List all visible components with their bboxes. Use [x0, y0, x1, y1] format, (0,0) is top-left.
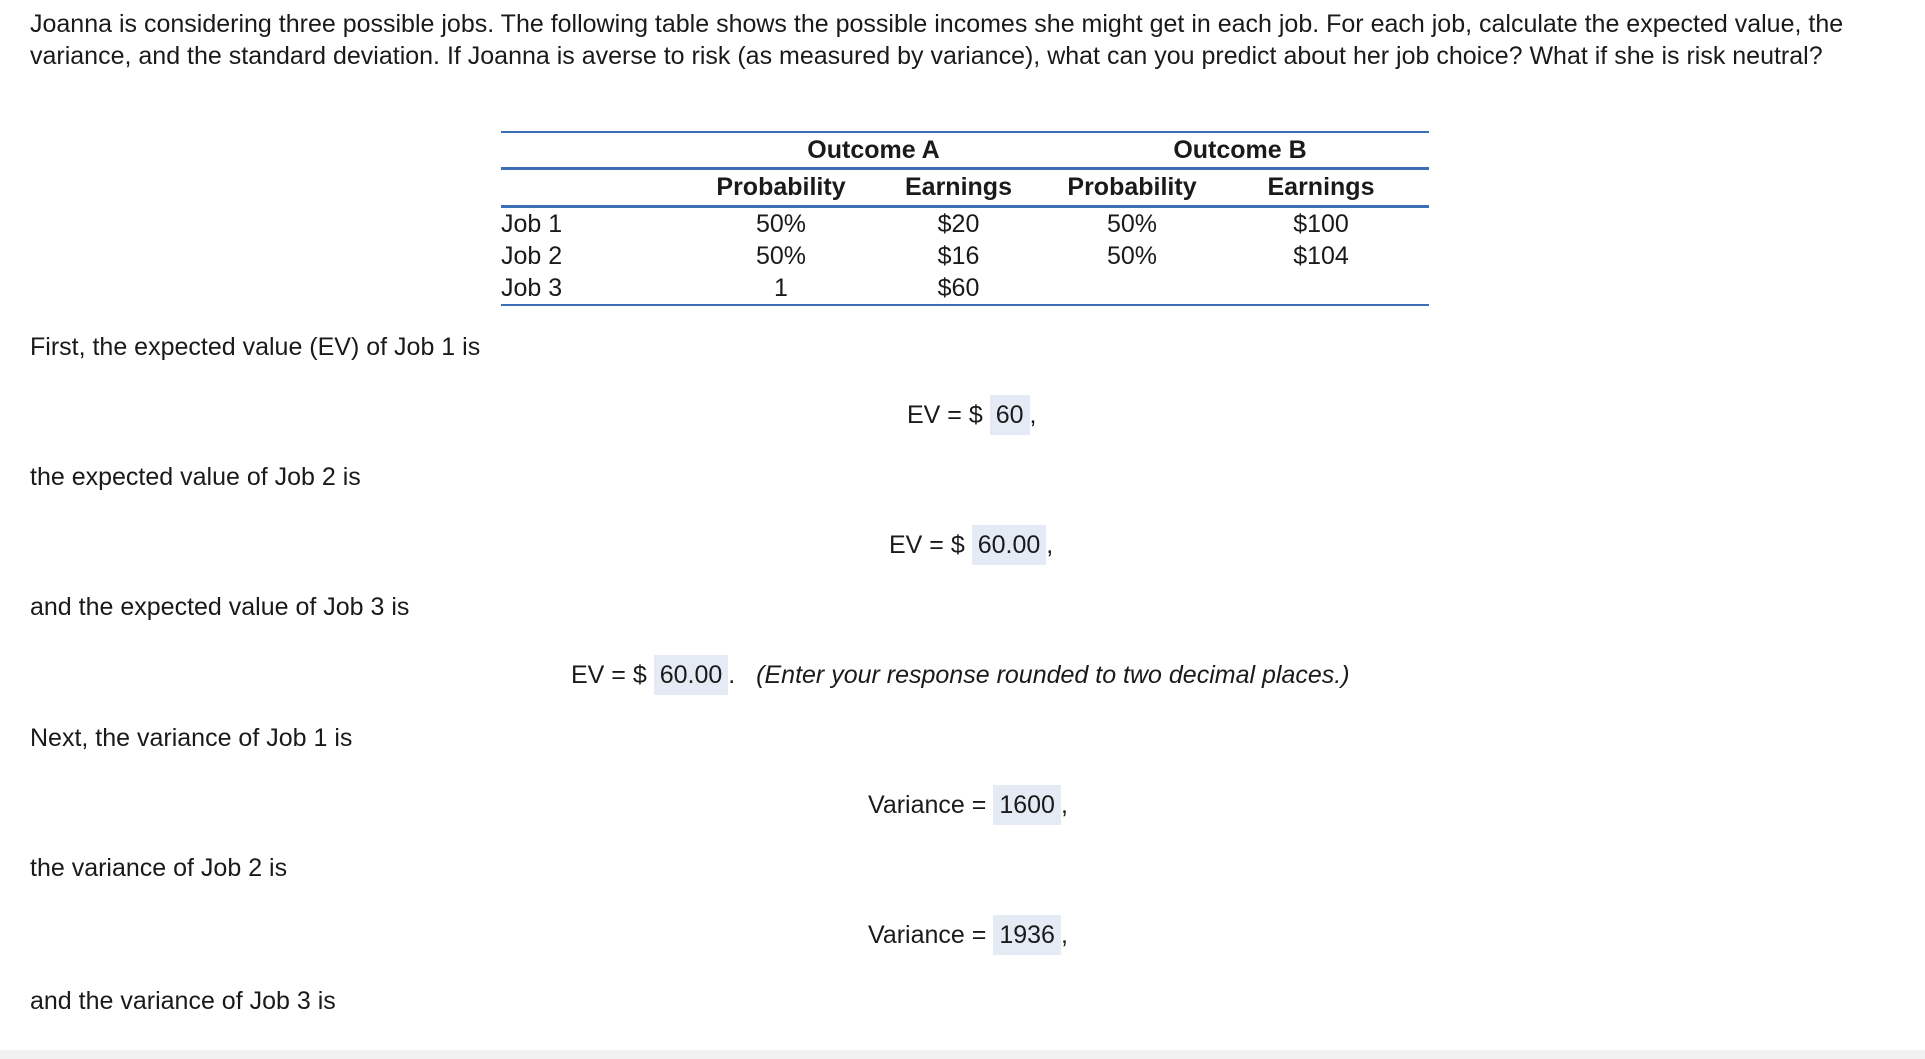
table-subheader-probability-a: Probability: [696, 169, 866, 207]
ev-job3-line: [571, 655, 1350, 695]
table-row: [501, 240, 1429, 272]
prob-a-cell: 50%: [755, 241, 807, 270]
ev-job3-label: and the expected value of Job 3 is: [30, 593, 410, 621]
prob-b-cell: 50%: [1106, 209, 1158, 238]
var-job2-input[interactable]: 1936: [993, 915, 1061, 955]
table-row: [501, 207, 1429, 241]
var-job1-prefix: Variance =: [868, 791, 987, 819]
ev-job3-suffix: .: [728, 661, 736, 689]
ev-job3-prefix: EV = $: [571, 661, 647, 689]
earn-b-cell: $104: [1293, 241, 1349, 270]
footer-bar: [0, 1050, 1925, 1059]
table-header-outcome-b: Outcome B: [1051, 132, 1429, 169]
job-cell: Job 1: [501, 209, 563, 238]
ev-job1-input[interactable]: 60: [990, 395, 1030, 435]
ev-job1-line: [907, 395, 1036, 435]
table-subheader-earnings-a: Earnings: [866, 169, 1051, 207]
earn-b-cell: [1213, 272, 1429, 305]
var-job1-label: Next, the variance of Job 1 is: [30, 724, 353, 752]
ev-job2-line: [889, 525, 1053, 565]
var-job2-line: [868, 915, 1068, 955]
job-cell: Job 3: [501, 272, 696, 305]
prob-a-cell: 1: [696, 272, 866, 305]
ev-job2-label: the expected value of Job 2 is: [30, 463, 361, 491]
earn-a-cell: $60: [866, 272, 1051, 305]
ev-job1-suffix: ,: [1029, 401, 1037, 429]
table-subheader-earnings-b: Earnings: [1213, 169, 1429, 207]
ev-job2-input[interactable]: 60.00: [972, 525, 1047, 565]
table-subheader-blank: [501, 169, 696, 207]
ev-job2-prefix: EV = $: [889, 531, 965, 559]
earn-a-cell: $20: [937, 209, 980, 238]
ev-job1-prefix: EV = $: [907, 401, 983, 429]
ev-job1-label: First, the expected value (EV) of Job 1 is: [30, 333, 481, 361]
earn-a-cell: $16: [937, 241, 980, 270]
var-job2-label: the variance of Job 2 is: [30, 854, 288, 882]
job-cell: Job 2: [501, 241, 563, 270]
table-row: [501, 272, 1429, 305]
prob-b-cell: 50%: [1106, 241, 1158, 270]
table-subheader-probability-b: Probability: [1051, 169, 1213, 207]
var-job2-prefix: Variance =: [868, 921, 987, 949]
prob-a-cell: 50%: [755, 209, 807, 238]
var-job1-line: [868, 785, 1068, 825]
income-table: [501, 131, 1429, 306]
var-job1-input[interactable]: 1600: [993, 785, 1061, 825]
var-job2-suffix: ,: [1060, 921, 1068, 949]
prob-b-cell: [1051, 272, 1213, 305]
table-header-blank: [501, 132, 696, 169]
rounding-hint: (Enter your response rounded to two decimal places.): [756, 661, 1350, 689]
table-header-outcome-a: Outcome A: [696, 132, 1051, 169]
var-job1-suffix: ,: [1060, 791, 1068, 819]
ev-job3-input[interactable]: 60.00: [654, 655, 729, 695]
ev-job2-suffix: ,: [1046, 531, 1054, 559]
question-text: Joanna is considering three possible jobs. The following table shows the possible incomes she might get in each job. For each job, calculate the expected value, the variance, and the standard deviation. If Joanna is averse to risk (as measured by variance), what can you predict about her job choice? What if she is risk neutral?: [30, 10, 1844, 70]
var-job3-label: and the variance of Job 3 is: [30, 987, 336, 1015]
earn-b-cell: $100: [1293, 209, 1349, 238]
